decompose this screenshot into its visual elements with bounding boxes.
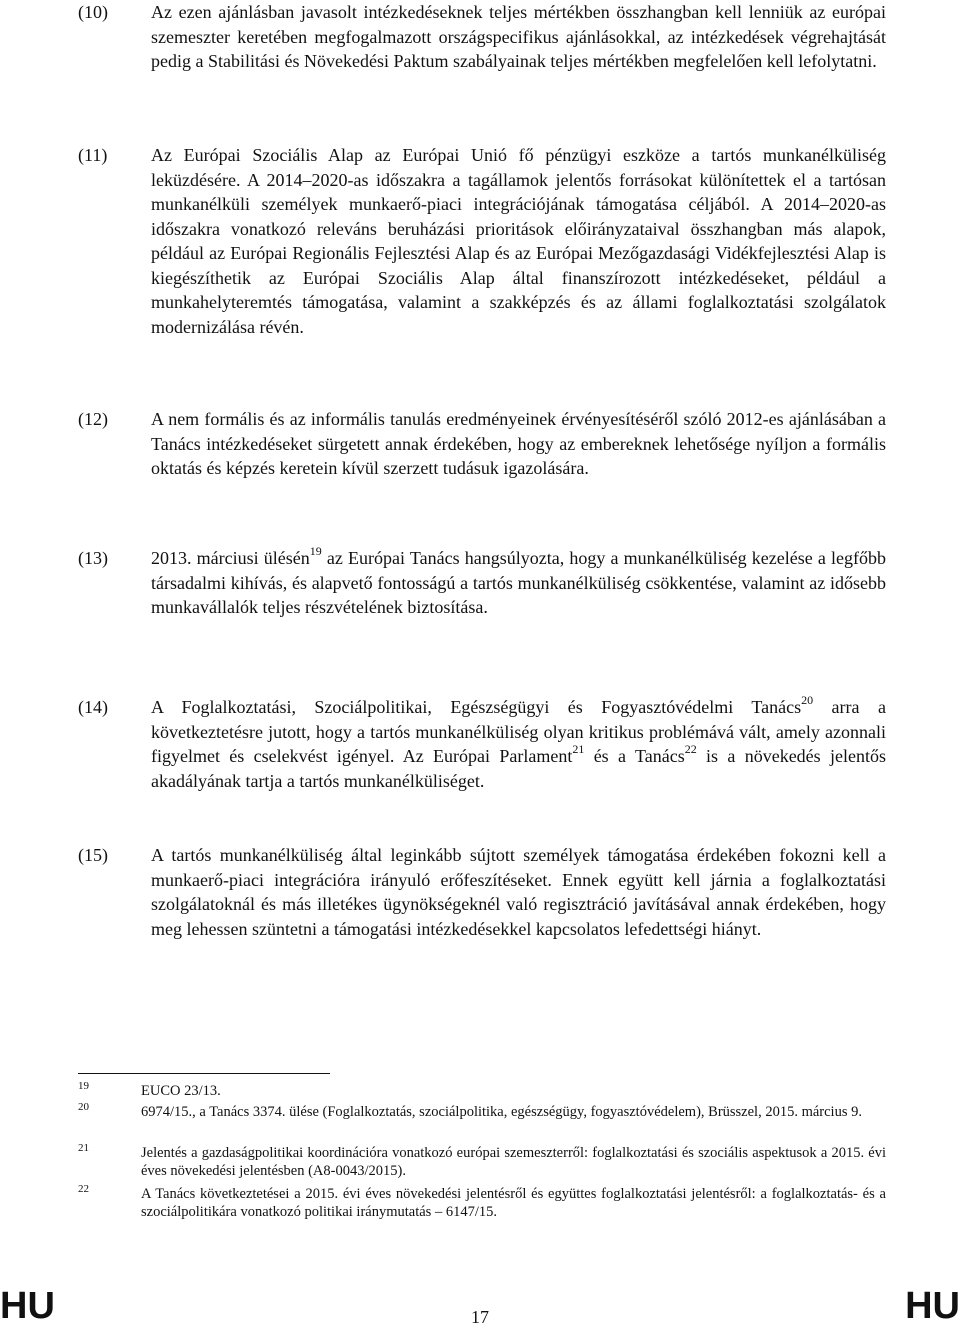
recital-text-segment: A nem formális és az informális tanulás eredményeinek érvényesítéséről szóló 2012-es ajánlásában a Tanács intézkedéseket sürgetett annak érdekében, hogy az embereknek lehetősége nyíljon a formális oktatás és képzés keretein kívül szerzett tudásuk igazolására. xyxy=(151,409,886,478)
recital-text xyxy=(151,0,886,74)
recital-text-segment: és a Tanács xyxy=(584,746,685,766)
recital-text xyxy=(151,546,886,620)
recital-text-segment: A tartós munkanélküliség által leginkább sújtott személyek támogatása érdekében fokozni kell a munkaerő-piaci integrációra irányuló erőfeszítéseket. Ennek együtt kell járnia a foglalkoztatási szolgálatoknál és más illetékes ügynökségeknél való regisztráció javításával annak érdekében, hogy meg lehessen szüntetni a támogatási intézkedésekkel kapcsolatos lefedettségi hiányt. xyxy=(151,845,886,939)
language-code-right: HU xyxy=(905,1285,960,1327)
recital-text-segment: arra a következtetésre jutott, hogy a tartós munkanélküliség olyan kritikus problémává vált, amely azonnali figyelmet és cselekvést igényel. Az Európai Parlament xyxy=(151,697,886,766)
recital-number: (11) xyxy=(78,145,108,165)
recital-text xyxy=(151,407,886,481)
recital-text-segment: Az ezen ajánlásban javasolt intézkedéseknek teljes mértékben összhangban kell lenniük az európai szemeszter keretében megfogalmazott országspecifikus ajánlásokkal, az intézkedések végrehajtását pedig a Stabilitási és Növekedési Paktum szabályainak teljes mértékben megfelelően kell lefolytatni. xyxy=(151,2,886,71)
recital-text-segment: 2013. márciusi ülésén xyxy=(151,548,310,568)
footnote-number: 19 xyxy=(78,1080,89,1092)
recital-text-segment: A Foglalkoztatási, Szociálpolitikai, Egészségügyi és Fogyasztóvédelmi Tanács xyxy=(151,697,802,717)
recital-text xyxy=(151,695,886,793)
language-code-left: HU xyxy=(0,1285,55,1327)
recital-text-segment: az Európai Tanács hangsúlyozta, hogy a munkanélküliség kezelése a legfőbb társadalmi kihívás, és alapvető fontosságú a tartós munkanélküliség csökkentése, valamint az idősebb munkavállalók teljes részvételének biztosítása. xyxy=(151,548,887,617)
recital-text-segment: is a növekedés jelentős akadályának tartja a tartós munkanélküliséget. xyxy=(151,746,886,791)
recital-text xyxy=(151,843,886,941)
recital-number: (14) xyxy=(78,697,108,717)
footnote-text: 6974/15., a Tanács 3374. ülése (Foglalkoztatás, szociálpolitika, egészségügy, fogyasztóvédelem), Brüsszel, 2015. március 9. xyxy=(141,1104,862,1120)
recital-text xyxy=(151,143,886,339)
footnote-separator xyxy=(78,1073,330,1074)
footnote-number: 20 xyxy=(78,1101,89,1113)
footnote-text: EUCO 23/13. xyxy=(141,1083,221,1099)
recital-number: (13) xyxy=(78,548,108,568)
footnote-reference[interactable]: 20 xyxy=(801,693,814,707)
footnote-reference[interactable]: 21 xyxy=(572,742,585,756)
footnote-number: 22 xyxy=(78,1183,89,1195)
recital-number: (15) xyxy=(78,845,108,865)
footnote-text: Jelentés a gazdaságpolitikai koordinációra vonatkozó európai szemeszterről: foglalkoztatási és szociális aspektusok a 2015. évi éves növekedési jelentésben (A8-0043/2015). xyxy=(141,1145,886,1179)
recital-number: (12) xyxy=(78,409,108,429)
footnote-number: 21 xyxy=(78,1142,89,1154)
page-number: 17 xyxy=(471,1307,489,1327)
footnote-text: A Tanács következtetései a 2015. évi éves növekedési jelentésről és együttes foglalkoztatási jelentésről: a foglalkoztatás- és a szociálpolitikára vonatkozó politikai iránymutatás – 6147/15. xyxy=(141,1186,886,1220)
footnote-reference[interactable]: 22 xyxy=(684,742,697,756)
recital-number: (10) xyxy=(78,2,108,22)
footnote-reference[interactable]: 19 xyxy=(309,544,322,558)
recital-text-segment: Az Európai Szociális Alap az Európai Unió fő pénzügyi eszköze a tartós munkanélküliség leküzdésére. A 2014–2020-as időszakra a tagállamok jelentős forrásokat különítettek el a tartósan munkanélküli személyek munkaerő-piaci integrációjának támogatása céljából. A 2014–2020-as időszakra vonatkozó releváns beruházási prioritások előirányzataival összhangban más alapok, például az Európai Regionális Fejlesztési Alap és az Európai Mezőgazdasági Vidékfejlesztési Alap is kiegészíthetik az Európai Szociális Alap által finanszírozott intézkedéseket, például a munkahelyteremtés támogatása, valamint a szakképzés és az állami foglalkoztatási szolgálatok modernizálása révén. xyxy=(151,145,886,337)
